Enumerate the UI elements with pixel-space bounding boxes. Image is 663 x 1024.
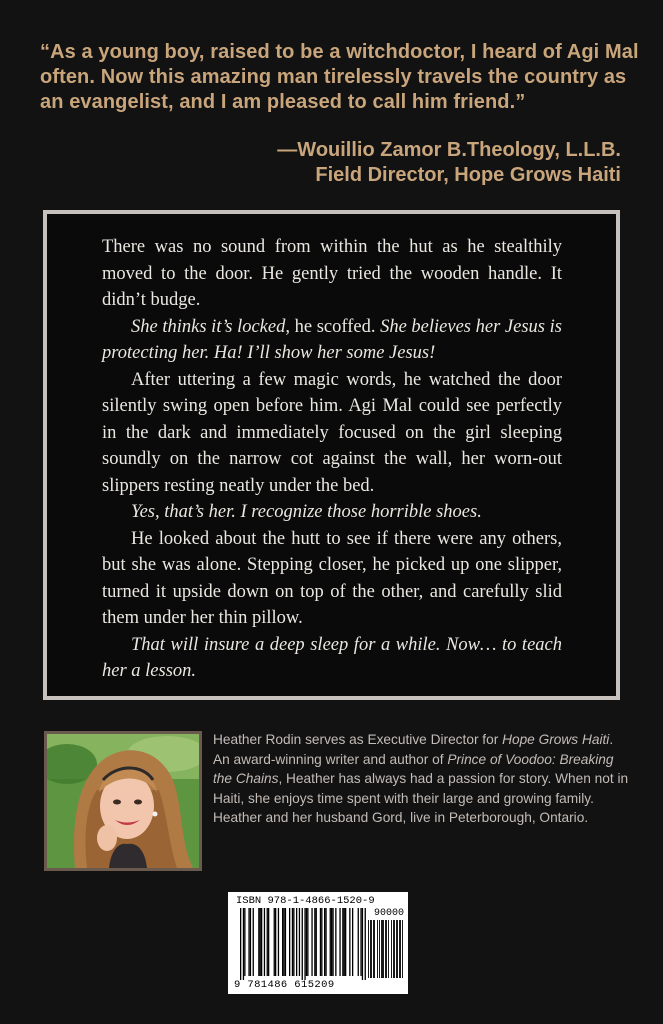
excerpt-text (102, 234, 562, 685)
bio-text: . An award-winning writer and author of (213, 732, 614, 767)
excerpt-thought: She believes her Jesus is protecting her. Ha! I’ll show her some Jesus! (102, 316, 562, 363)
excerpt-paragraph: He looked about the hutt to see if there were any others, but she was alone. Stepping closer, he picked up one slipper, turned it upside down on top of the other, and carefully slid them under her thin pillow. (102, 528, 562, 628)
bio-text: , Heather has always had a passion for story. When not in Haiti, she enjoys time spent with their large and growing family. Heather and her husband Gord, live in Peterborough, Ontario. (213, 771, 629, 825)
excerpt-paragraph: After uttering a few magic words, he watched the door silently swing open before him. Agi Mal could see perfectly in the dark and immediately focused on the girl sleeping soundly on the narrow cot against the wall, her worn-out slippers resting neatly under the bed. (102, 369, 562, 496)
author-bio (213, 730, 631, 828)
author-photo (44, 731, 202, 871)
author-portrait-icon (47, 734, 199, 868)
price-addon: 90000 (374, 908, 405, 919)
excerpt-paragraph (102, 314, 562, 367)
excerpt-thought: She thinks it’s locked, (131, 316, 290, 337)
excerpt-narration: he scoffed. (289, 316, 381, 337)
attribution-title: Field Director, Hope Grows Haiti (315, 164, 621, 186)
excerpt-paragraph: There was no sound from within the hut as he stealthily moved to the door. He gently tried the wooden handle. It didn’t budge. (102, 237, 562, 310)
excerpt-paragraph: Yes, that’s her. I recognize those horrible shoes. (131, 502, 482, 522)
bio-text: Heather Rodin serves as Executive Director for (213, 732, 503, 747)
endorsement-attribution (61, 138, 621, 188)
excerpt-paragraph: That will insure a deep sleep for a while. Now… to teach her a lesson. (102, 634, 562, 681)
barcode-number: 9 781486 615209 (234, 979, 335, 991)
isbn-barcode (228, 892, 408, 994)
endorsement-quote: “As a young boy, raised to be a witchdoctor, I heard of Agi Mal often. Now this amazing man tirelessly travels the country as an evangelist, and I am pleased to call him friend.” (40, 41, 639, 113)
excerpt-box (43, 210, 620, 700)
attribution-name: —Wouillio Zamor B.Theology, L.L.B. (277, 139, 621, 161)
isbn-label: ISBN 978-1-4866-1520-9 (236, 895, 375, 907)
bio-organization: Hope Grows Haiti (502, 732, 610, 747)
bio-book-title: Prince of Voodoo: Breaking the Chains (213, 751, 614, 786)
